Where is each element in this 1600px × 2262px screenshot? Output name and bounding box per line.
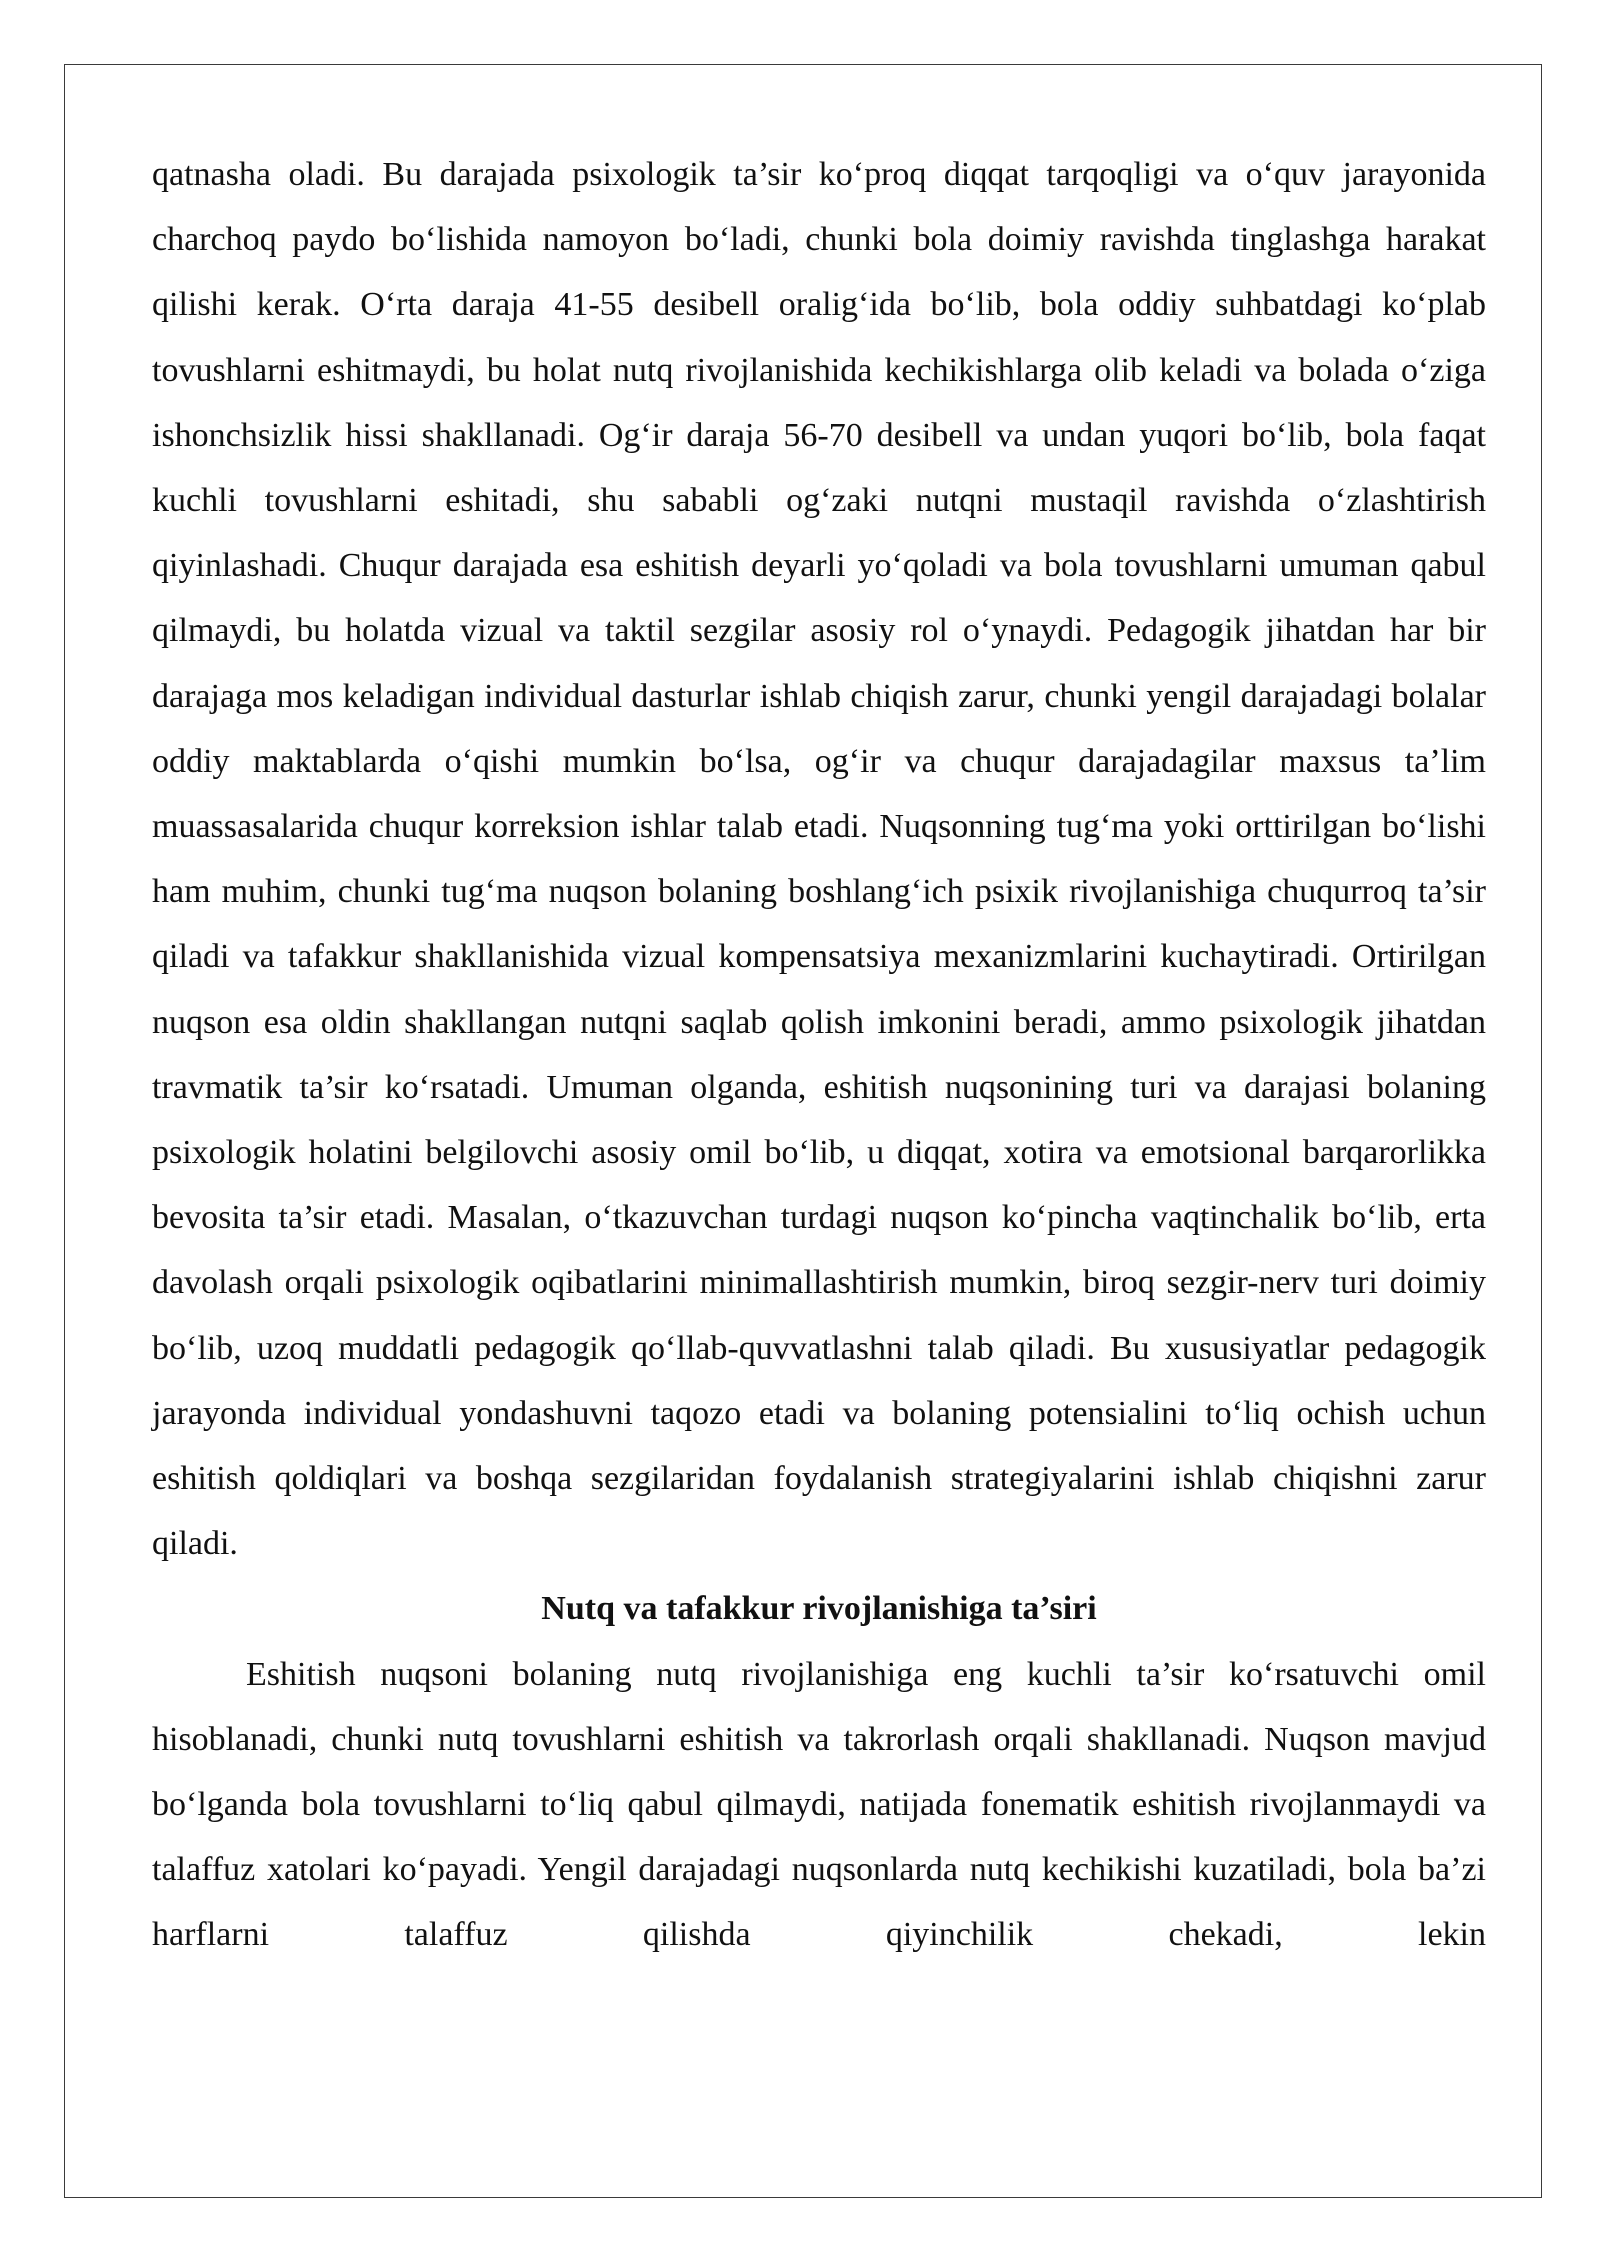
document-body [152,142,1486,1968]
body-paragraph: Eshitish nuqsoni bolaning nutq rivojlanishiga eng kuchli ta’sir ko‘rsatuvchi omil hisoblanadi, chunki nutq tovushlarni eshitish va takrorlash orqali shakllanadi. Nuqson mavjud bo‘lganda bola tovushlarni to‘liq qabul qilmaydi, natijada fonematik eshitish rivojlanmaydi va talaffuz xatolari ko‘payadi. Yengil darajadagi nuqsonlarda nutq kechikishi kuzatiladi, bola ba’zi harflarni talaffuz qilishda qiyinchilik chekadi, lekin [152,1655,1486,1954]
section-heading: Nutq va tafakkur rivojlanishiga ta’siri [541,1590,1097,1628]
body-paragraph: qatnasha oladi. Bu darajada psixologik ta’sir ko‘proq diqqat tarqoqligi va o‘quv jarayonida charchoq paydo bo‘lishida namoyon bo‘ladi, chunki bola doimiy ravishda tinglashga harakat qilishi kerak. O‘rta daraja 41-55 desibell oralig‘ida bo‘lib, bola oddiy suhbatdagi ko‘plab tovushlarni eshitmaydi, bu holat nutq rivojlanishida kechikishlarga olib keladi va bolada o‘ziga ishonchsizlik hissi shakllanadi. Og‘ir daraja 56-70 desibell va undan yuqori bo‘lib, bola faqat kuchli tovushlarni eshitadi, shu sababli og‘zaki nutqni mustaqil ravishda o‘zlashtirish qiyinlashadi. Chuqur darajada esa eshitish deyarli yo‘qoladi va bola tovushlarni umuman qabul qilmaydi, bu holatda vizual va taktil sezgilar asosiy rol o‘ynaydi. Pedagogik jihatdan har bir darajaga mos keladigan individual dasturlar ishlab chiqish zarur, chunki yengil darajadagi bolalar oddiy maktablarda o‘qishi mumkin bo‘lsa, og‘ir va chuqur darajadagilar maxsus ta’lim muassasalarida chuqur korreksion ishlar talab etadi. Nuqsonning tug‘ma yoki orttirilgan bo‘lishi ham muhim, chunki tug‘ma nuqson bolaning boshlang‘ich psixik rivojlanishiga chuqurroq ta’sir qiladi va tafakkur shakllanishida vizual kompensatsiya mexanizmlarini kuchaytiradi. Ortirilgan nuqson esa oldin shakllangan nutqni saqlab qolish imkonini beradi, ammo psixologik jihatdan travmatik ta’sir ko‘rsatadi. Umuman olganda, eshitish nuqsonining turi va darajasi bolaning psixologik holatini belgilovchi asosiy omil bo‘lib, u diqqat, xotira va emotsional barqarorlikka bevosita ta’sir etadi. Masalan, o‘tkazuvchan turdagi nuqson ko‘pincha vaqtinchalik bo‘lib, erta davolash orqali psixologik oqibatlarini minimallashtirish mumkin, biroq sezgir-nerv turi doimiy bo‘lib, uzoq muddatli pedagogik qo‘llab-quvvatlashni talab qiladi. Bu xususiyatlar pedagogik jarayonda individual yondashuvni taqozo etadi va bolaning potensialini to‘liq ochish uchun eshitish qoldiqlari va boshqa sezgilaridan foydalanish strategiyalarini ishlab chiqishni zarur qiladi. [152,156,1486,1563]
